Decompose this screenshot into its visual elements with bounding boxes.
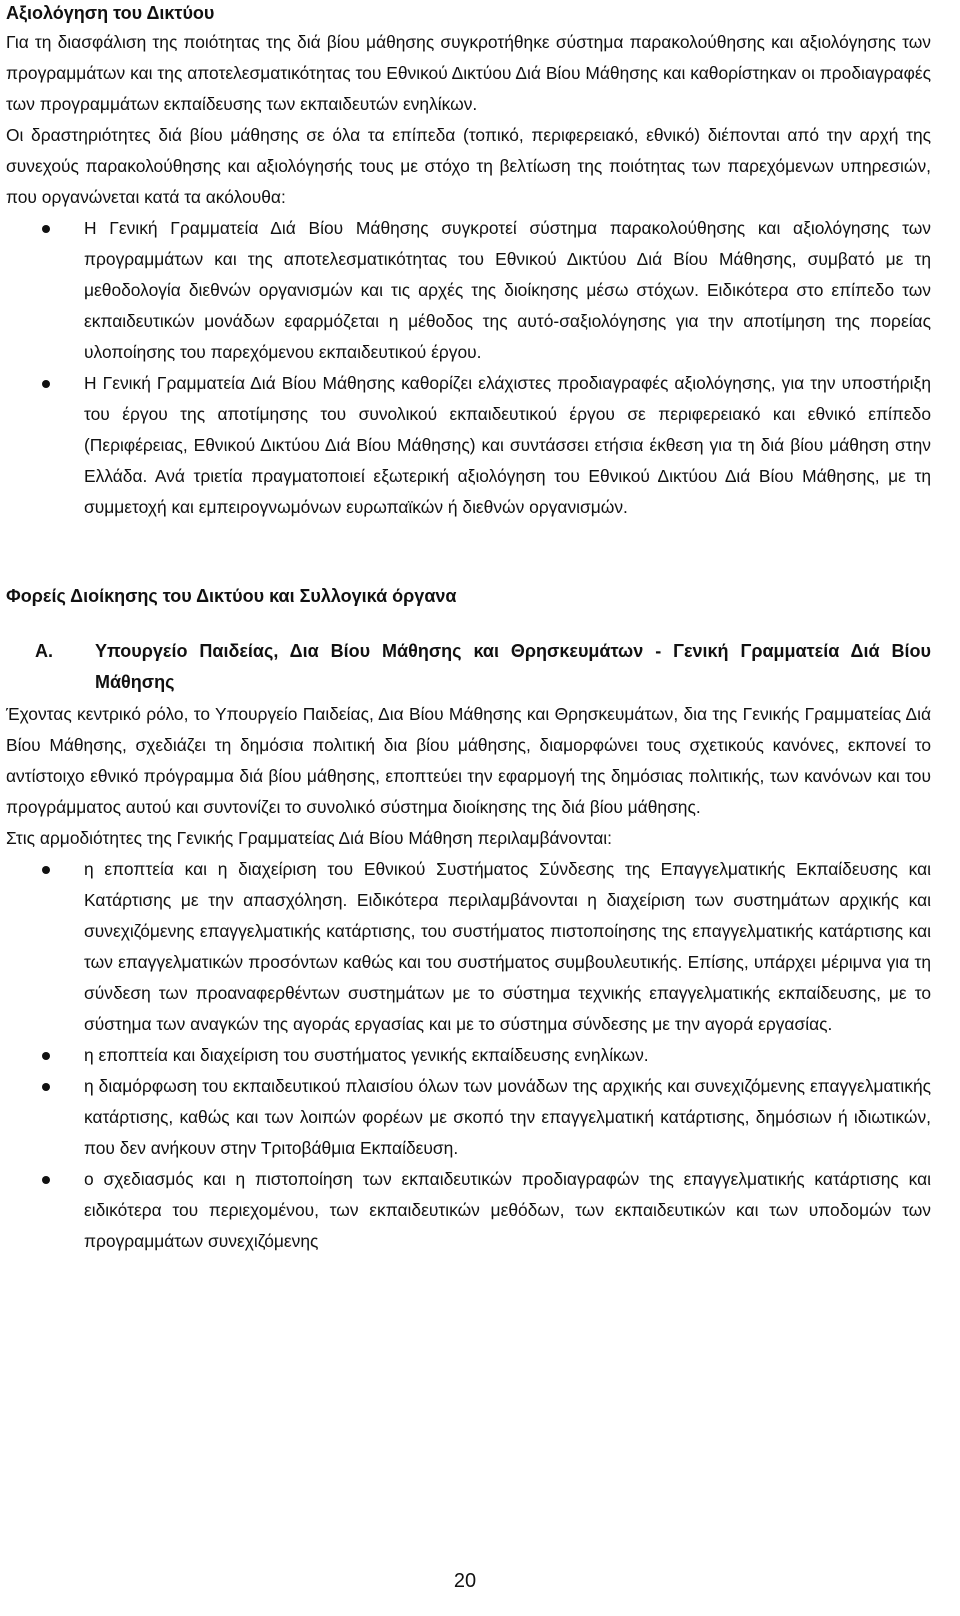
bullet-icon <box>42 225 50 233</box>
subsection-title: Υπουργείο Παιδείας, Δια Βίου Μάθησης και Θρησκευμάτων - Γενική Γραμματεία Διά Βίου Μάθησης <box>95 641 931 692</box>
list-item-text: ο σχεδιασμός και η πιστοποίηση των εκπαιδευτικών προδιαγραφών της επαγγελματικής κατάρτισης και ειδικότερα του περιεχομένου, των εκπαιδευτικών μεθόδων, των εκπαιδευτικών και των υποδομών των προγραμμάτων συνεχιζόμενης <box>84 1169 931 1251</box>
bullet-icon <box>42 380 50 388</box>
list-item <box>6 1164 931 1257</box>
section-heading-governance: Φορείς Διοίκησης του Δικτύου και Συλλογικά όργανα <box>6 586 457 606</box>
list-item <box>6 854 931 1040</box>
list-item <box>6 1040 931 1071</box>
evaluation-bullet-list <box>6 213 931 523</box>
ministry-role-paragraph: Έχοντας κεντρικό ρόλο, το Υπουργείο Παιδείας, Δια Βίου Μάθησης και Θρησκευμάτων, δια της Γενικής Γραμματείας Διά Βίου Μάθησης, σχεδιάζει τη δημόσια πολιτική δια βίου μάθησης, διαμορφώνει τους σχετικούς κανόνες, εκπονεί το αντίστοιχο εθνικό πρόγραμμα διά βίου μάθησης, εποπτεύει την εφαρμογή της δημόσιας πολιτικής, των κανόνων και του προγράμματος αυτού και συντονίζει το συνολικό σύστημα διοίκησης της διά βίου μάθησης. <box>6 704 931 817</box>
subsection-letter: Α. <box>35 641 53 661</box>
list-item-text: η εποπτεία και διαχείριση του συστήματος γενικής εκπαίδευσης ενηλίκων. <box>84 1045 649 1065</box>
list-item-text: Η Γενική Γραμματεία Διά Βίου Μάθησης συγκροτεί σύστημα παρακολούθησης και αξιολόγησης των προγραμμάτων και της αποτελεσματικότητας του Εθνικού Δικτύου Διά Βίου Μάθησης, συμβατό με τη μεθοδολογία διεθνών οργανισμών και τις αρχές της διοίκησης μέσω στόχων. Ειδικότερα στο επίπεδο των εκπαιδευτικών μονάδων εφαρμόζεται η μέθοδος της αυτό-σαξιολόγησης για την αποτίμηση της πορείας υλοποίησης του παρεχόμενου εκπαιδευτικού έργου. <box>84 218 931 362</box>
list-item <box>6 213 931 368</box>
responsibilities-intro: Στις αρμοδιότητες της Γενικής Γραμματείας Διά Βίου Μάθηση περιλαμβάνονται: <box>6 828 612 848</box>
list-item-text: η διαμόρφωση του εκπαιδευτικού πλαισίου όλων των μονάδων της αρχικής και συνεχιζόμενης επαγγελματικής κατάρτισης, καθώς και των λοιπών φορέων με σκοπό την επαγγελματική κατάρτισης, δημόσιων ή ιδιωτικών, που δεν ανήκουν στην Τριτοβάθμια Εκπαίδευση. <box>84 1076 931 1158</box>
evaluation-activities-paragraph: Οι δραστηριότητες διά βίου μάθησης σε όλα τα επίπεδα (τοπικό, περιφερειακό, εθνικό) διέπονται από την αρχή της συνεχούς παρακολούθησης και αξιολόγησής τους με στόχο τη βελτίωση της ποιότητας των παρεχόμενων υπηρεσιών, που οργανώνεται κατά τα ακόλουθα: <box>6 125 931 207</box>
section-heading-evaluation: Αξιολόγηση του Δικτύου <box>6 3 215 23</box>
list-item <box>6 368 931 523</box>
bullet-icon <box>42 866 50 874</box>
subsection-heading-ministry <box>6 636 931 698</box>
page-number: 20 <box>453 1570 477 1592</box>
list-item-text: Η Γενική Γραμματεία Διά Βίου Μάθησης καθορίζει ελάχιστες προδιαγραφές αξιολόγησης, για την υποστήριξη του έργου της αποτίμησης του συνολικού εκπαιδευτικού έργου σε περιφερειακό και εθνικό επίπεδο (Περιφέρειας, Εθνικού Δικτύου Διά Βίου Μάθησης) και συντάσσει ετήσια έκθεση για τη διά βίου μάθηση στην Ελλάδα. Ανά τριετία πραγματοποιεί εξωτερική αξιολόγηση του Εθνικού Δικτύου Διά Βίου Μάθησης, με τη συμμετοχή και εμπειρογνωμόνων ευρωπαϊκών ή διεθνών οργανισμών. <box>84 373 931 517</box>
bullet-icon <box>42 1052 50 1060</box>
responsibilities-bullet-list <box>6 854 931 1257</box>
bullet-icon <box>42 1083 50 1091</box>
document-page <box>6 0 931 1257</box>
bullet-icon <box>42 1176 50 1184</box>
list-item-text: η εποπτεία και η διαχείριση του Εθνικού Συστήματος Σύνδεσης της Επαγγελματικής Εκπαίδευσης και Κατάρτισης με την απασχόληση. Ειδικότερα περιλαμβάνονται η διαχείριση των συστημάτων αρχικής και συνεχιζόμενης επαγγελματικής κατάρτισης, του συστήματος πιστοποίησης της επαγγελματικής κατάρτισης και των επαγγελματικών προσόντων καθώς και του συστήματος συμβουλευτικής. Επίσης, υπάρχει μέριμνα για τη σύνδεση των προαναφερθέντων συστημάτων με το σύστημα τεχνικής επαγγελματικής εκπαίδευσης, με το σύστημα των αναγκών της αγοράς εργασίας και με το σύστημα σύνδεσης με την αγορά εργασίας. <box>84 859 931 1034</box>
list-item <box>6 1071 931 1164</box>
evaluation-intro-paragraph: Για τη διασφάλιση της ποιότητας της διά βίου μάθησης συγκροτήθηκε σύστημα παρακολούθησης και αξιολόγησης των προγραμμάτων και της αποτελεσματικότητας του Εθνικού Δικτύου Διά Βίου Μάθησης και καθορίστηκαν οι προδιαγραφές των προγραμμάτων εκπαίδευσης των εκπαιδευτών ενηλίκων. <box>6 32 931 114</box>
